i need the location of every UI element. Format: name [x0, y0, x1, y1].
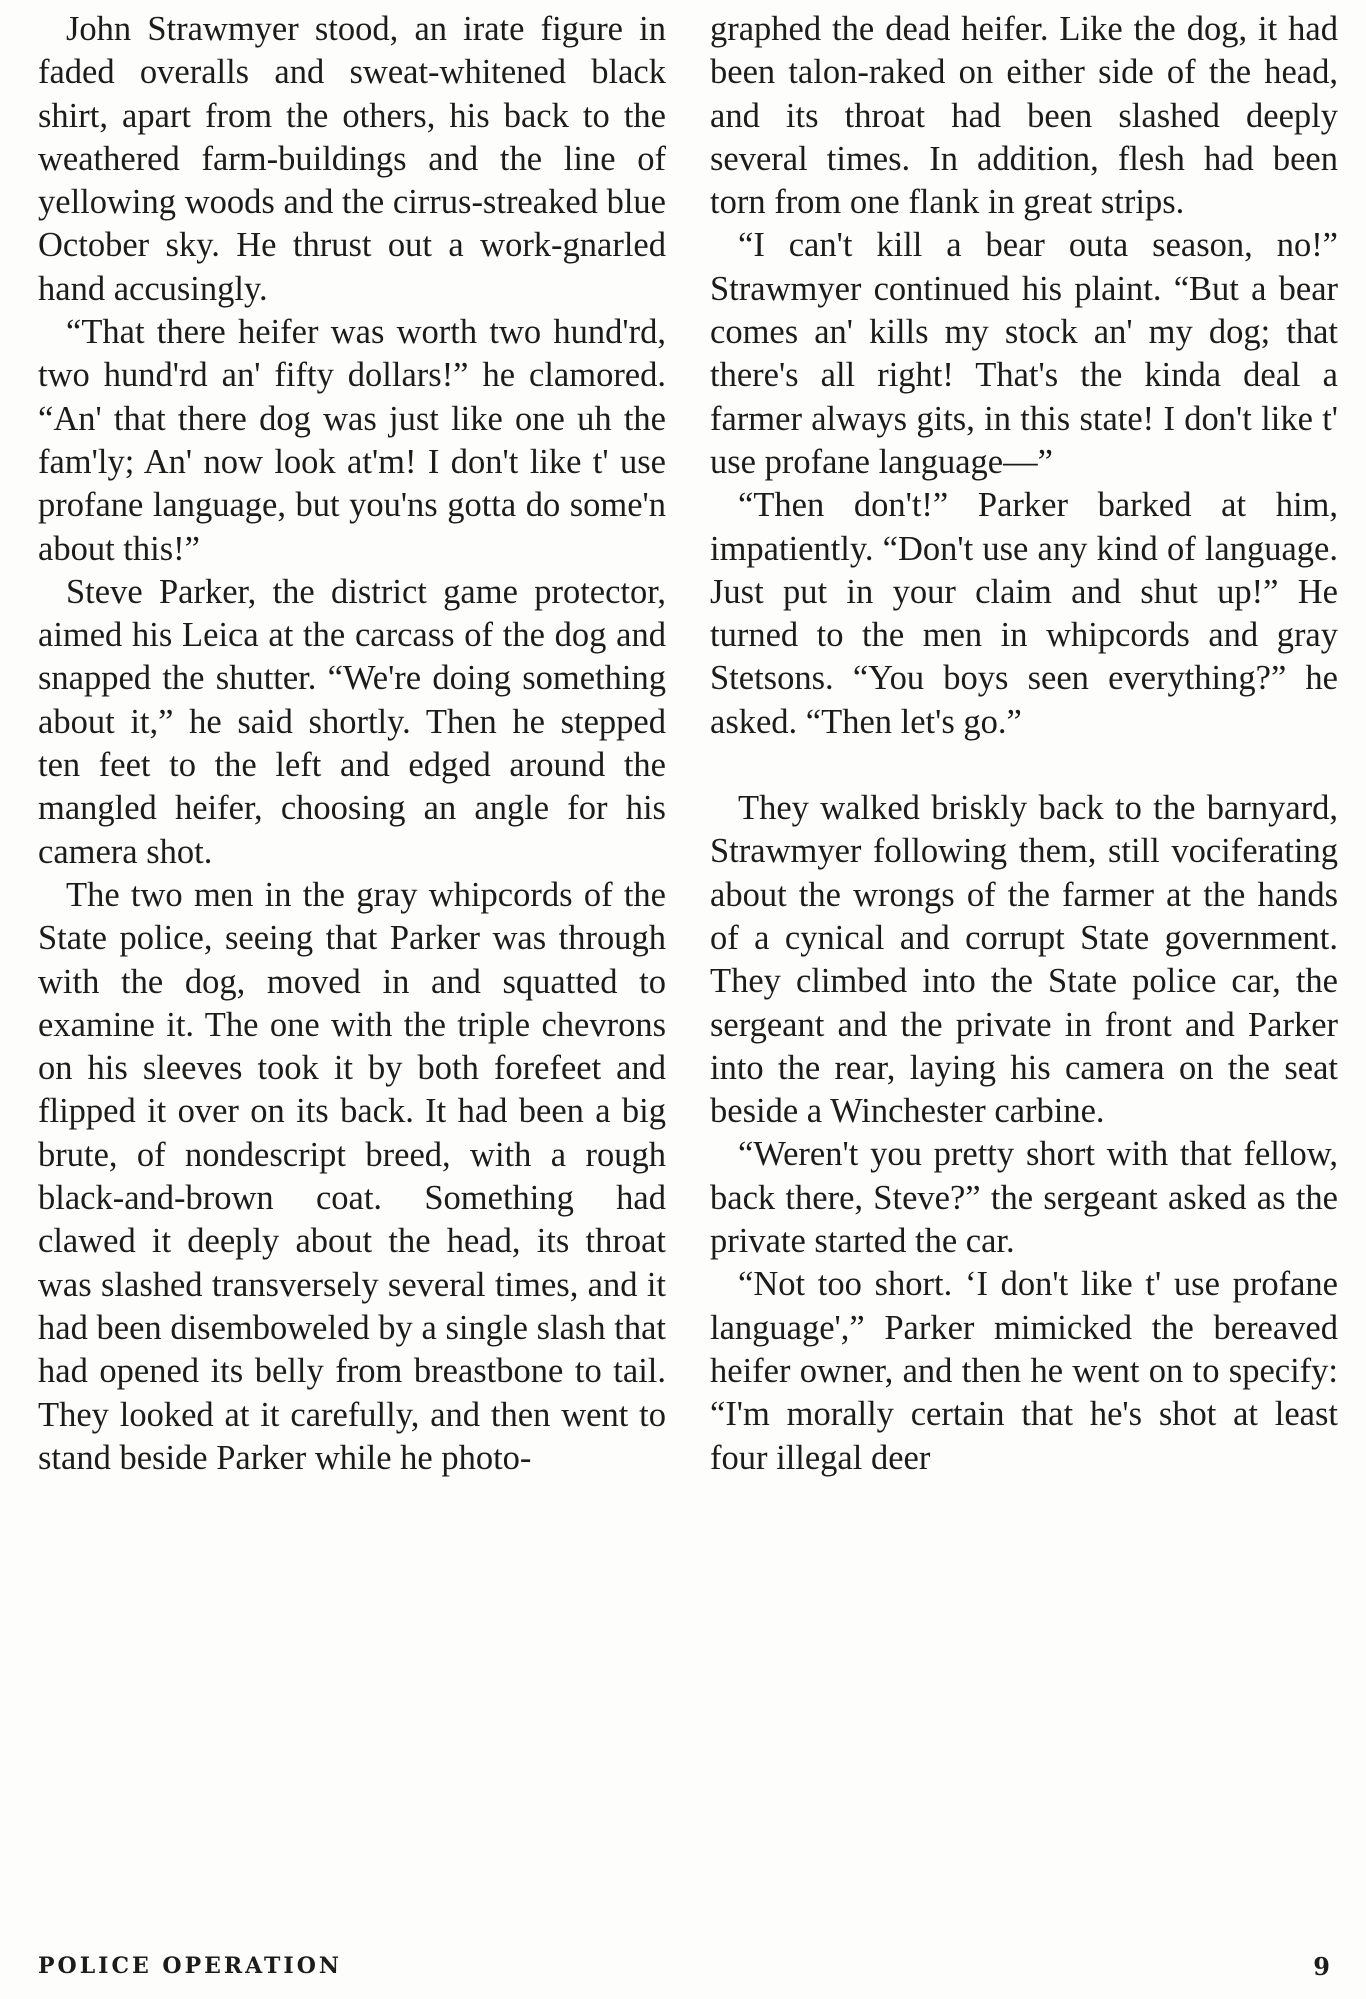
paragraph: “Then don't!” Parker barked at him, impatiently. “Don't use any kind of language. Just put in your claim and shut up!” He turned to the men in whipcords and gray Stetsons. “You boys seen everything?” he asked. “Then let's go.”	[710, 486, 1338, 741]
paragraph: John Strawmyer stood, an irate figure in faded overalls and sweat-whitened black shirt, apart from the others, his back to the weathered farm-buildings and the line of yellowing woods and the cirrus-streaked blue October sky. He thrust out a work-gnarled hand accusingly.	[38, 10, 666, 308]
paragraph: “Not too short. ‘I don't like t' use profane language',” Parker mimicked the bereaved heifer owner, and then he went on to specify: “I'm morally certain that he's shot at least four illegal deer	[710, 1265, 1338, 1477]
paragraph: graphed the dead heifer. Like the dog, it had been talon-raked on either side of the head, and its throat had been slashed deeply several times. In addition, flesh had been torn from one flank in great strips.	[710, 10, 1338, 222]
left-column	[38, 8, 666, 1938]
page-footer	[38, 1946, 1338, 1986]
paragraph: “Weren't you pretty short with that fellow, back there, Steve?” the sergeant asked as the private started the car.	[710, 1135, 1338, 1261]
section-break	[710, 744, 1338, 787]
right-column	[710, 8, 1338, 1938]
paragraph: “That there heifer was worth two hund'rd, two hund'rd an' fifty dollars!” he clamored. “An' that there dog was just like one uh the fam'ly; An' now look at'm! I don't like t' use profane language, but you'ns gotta do some'n about this!”	[38, 313, 666, 568]
paragraph: Steve Parker, the district game protector, aimed his Leica at the carcass of the dog and snapped the shutter. “We're doing something about it,” he said shortly. Then he stepped ten feet to the left and edged around the mangled heifer, choosing an angle for his camera shot.	[38, 572, 666, 871]
paragraph: “I can't kill a bear outa season, no!” Strawmyer continued his plaint. “But a bear comes an' kills my stock an' my dog; that there's all right! That's the kinda deal a farmer always gits, in this state! I don't like t' use profane language—”	[710, 226, 1338, 481]
running-title: POLICE OPERATION	[38, 1953, 342, 1979]
paragraph: They walked briskly back to the barnyard, Strawmyer following them, still vociferating about the wrongs of the farmer at the hands of a cynical and corrupt State government. They climbed into the State police car, the sergeant and the private in front and Parker into the rear, laying his camera on the seat beside a Winchester carbine.	[710, 789, 1338, 1131]
paragraph: The two men in the gray whipcords of the State police, seeing that Parker was through with the dog, moved in and squatted to examine it. The one with the triple chevrons on his sleeves took it by both forefeet and flipped it over on its back. It had been a big brute, of nondescript breed, with a rough black-and-brown coat. Something had clawed it deeply about the head, its throat was slashed transversely several times, and it had been disemboweled by a single slash that had opened its belly from breastbone to tail. They looked at it carefully, and then went to stand beside Parker while he photo-	[38, 875, 666, 1477]
text-columns	[38, 8, 1338, 1938]
page-number: 9	[1313, 1951, 1330, 1981]
